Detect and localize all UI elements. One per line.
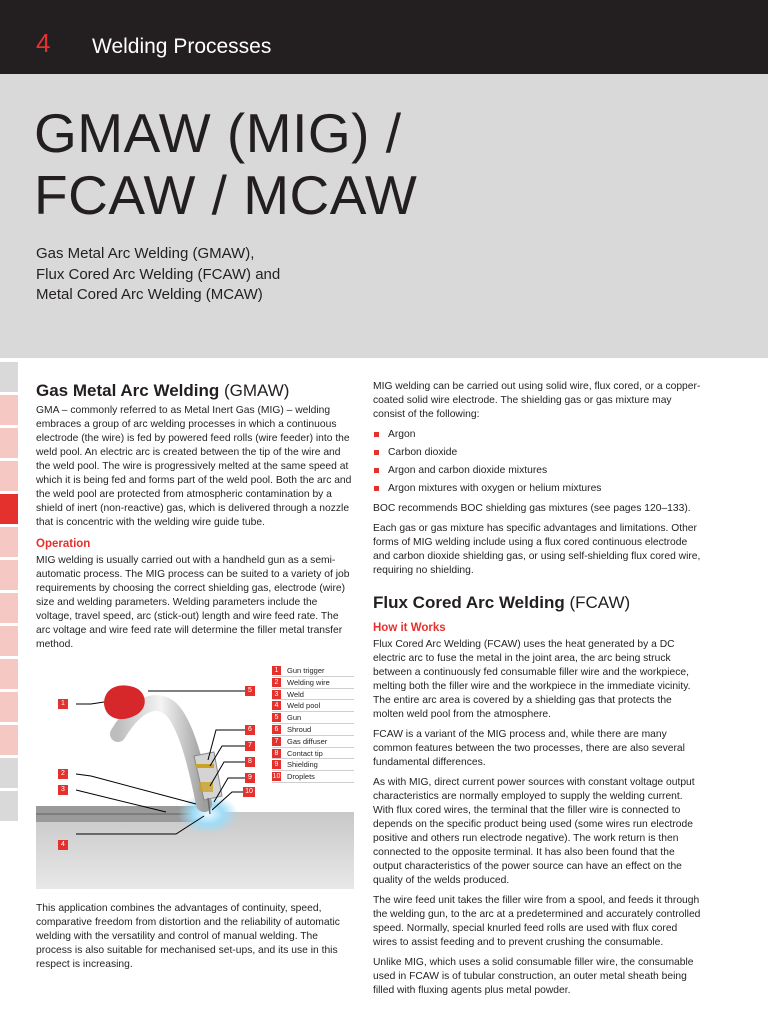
- fcaw-heading-abbr: (FCAW): [569, 593, 631, 612]
- gas-limitations-paragraph: Each gas or gas mixture has specific advantages and limitations. Other forms of MIG welding include using a flux cored continuous electrode and carbon dioxide shielding gas, or using self-shielding flux cored wire, requiring no shielding.: [373, 523, 701, 576]
- callout-5: 5: [245, 686, 255, 696]
- legend-number: 10: [272, 773, 281, 781]
- operation-paragraph: MIG welding is usually carried out with a handheld gun as a semi-automatic process. The MIG process can be suited to a variety of job requirements by choosing the correct shielding gas, electrode (wire) size and welding parameters. Welding parameters include the voltage, travel speed, arc (stick-out) length and wire feed rate. The arc voltage and wire feed rate will determine the filler metal transfer method.: [36, 555, 350, 650]
- application-paragraph: This application combines the advantages of continuity, speed, comparative freedom from distortion and the reliability of automatic welding with the versatility and control of manual welding. The process is also suitable for mechanised set-ups, and its use in this respect is increasing.: [36, 903, 340, 970]
- list-item-text: Argon: [388, 429, 416, 440]
- legend-number: 7: [272, 737, 281, 746]
- callout-3: 3: [58, 785, 68, 795]
- page-title-line: GMAW (MIG) /: [34, 102, 402, 164]
- shielding-gas-list: [373, 428, 703, 496]
- side-tab[interactable]: [0, 362, 18, 392]
- fcaw-paragraph-5: Unlike MIG, which uses a solid consumable filler wire, the consumable used in FCAW is of tubular construction, an outer metal sheath being filled with fluxing agents plus metal powder.: [373, 957, 694, 996]
- page-subtitle: [36, 244, 280, 306]
- left-column: [36, 380, 354, 978]
- side-tab[interactable]: [0, 725, 18, 755]
- side-tab[interactable]: [0, 395, 18, 425]
- fcaw-paragraph-1: Flux Cored Arc Welding (FCAW) uses the heat generated by a DC electric arc to fuse the metal in the joint area, the arc being struck between a continuously fed consumable filler wire and the workpiece, melting both the filler wire and the workpiece in the immediate vicinity. The entire arc area is covered by a shielding gas that protects the molten weld pool from the atmosphere.: [373, 639, 691, 720]
- legend-label: Droplets: [287, 772, 315, 782]
- legend-label: Gas diffuser: [287, 736, 328, 746]
- chapter-header-bar: [0, 0, 768, 74]
- callout-8: 8: [245, 757, 255, 767]
- list-item: [373, 428, 703, 442]
- gmaw-intro-paragraph: GMA – commonly referred to as Metal Inert Gas (MIG) – welding embraces a group of arc welding processes in which a continuous electrode (the wire) is fed by powered feed rolls (wire feeder) into the weld pool. An electric arc is created between the tip of the wire and the weld pool. The wire is progressively melted at the same speed at which it is being fed and forms part of the weld pool. Both the arc and the weld pool are protected from atmospheric contamination by a shield of inert (non-reactive) gas, which is delivered through a nozzle that is concentric with the welding wire guide tube.: [36, 405, 352, 528]
- list-item: [373, 464, 703, 478]
- fcaw-heading-text: Flux Cored Arc Welding: [373, 593, 565, 612]
- side-tab-current[interactable]: [0, 494, 18, 524]
- legend-item: [272, 748, 354, 760]
- callout-6: 6: [245, 725, 255, 735]
- list-item-text: Carbon dioxide: [388, 447, 458, 458]
- subtitle-line: Gas Metal Arc Welding (GMAW),: [36, 245, 255, 262]
- diagram-legend: [272, 665, 354, 783]
- list-item-text: Argon and carbon dioxide mixtures: [388, 465, 548, 476]
- legend-number: 2: [272, 678, 281, 687]
- legend-item: [272, 665, 354, 677]
- callout-9: 9: [245, 773, 255, 783]
- legend-number: 3: [272, 690, 281, 699]
- side-tab[interactable]: [0, 593, 18, 623]
- legend-number: 4: [272, 701, 281, 710]
- bullet-square-icon: [374, 432, 379, 437]
- fcaw-paragraph-3: As with MIG, direct current power sources with constant voltage output characteristics are normally employed to supply the welding current. With flux cored wires, the terminal that the filler wire is connected to depends on the specific product being used (some wires run electrode positive and others run electrode negative). The work return is then connected to the opposite terminal. It has also been found that the output characteristics of the power source can have an effect on the quality of the welds produced.: [373, 777, 695, 886]
- side-tab[interactable]: [0, 692, 18, 722]
- legend-item: [272, 736, 354, 748]
- how-it-works-heading: How it Works: [373, 622, 446, 634]
- list-item: [373, 482, 703, 496]
- right-column: [373, 380, 703, 1004]
- legend-label: Weld pool: [287, 701, 321, 711]
- bullet-square-icon: [374, 450, 379, 455]
- side-tab[interactable]: [0, 428, 18, 458]
- gmaw-heading-abbr: (GMAW): [224, 381, 290, 400]
- callout-7: 7: [245, 741, 255, 751]
- side-tab[interactable]: [0, 758, 18, 788]
- legend-item: [272, 677, 354, 689]
- gmaw-heading-text: Gas Metal Arc Welding: [36, 381, 220, 400]
- bullet-square-icon: [374, 468, 379, 473]
- operation-heading: Operation: [36, 538, 91, 550]
- title-banner: [0, 74, 768, 358]
- legend-label: Shroud: [287, 724, 312, 734]
- legend-item: [272, 724, 354, 736]
- fcaw-heading: [373, 592, 703, 614]
- legend-item: [272, 759, 354, 771]
- side-tab[interactable]: [0, 560, 18, 590]
- list-item-text: Argon mixtures with oxygen or helium mixtures: [388, 483, 602, 494]
- chapter-number: 4: [36, 28, 51, 58]
- callout-2: 2: [58, 769, 68, 779]
- gmaw-heading: [36, 380, 354, 402]
- side-tab[interactable]: [0, 791, 18, 821]
- legend-item: [272, 689, 354, 701]
- bullet-square-icon: [374, 486, 379, 491]
- callout-4: 4: [58, 840, 68, 850]
- legend-label: Shielding: [287, 760, 318, 770]
- legend-number: 9: [272, 760, 281, 769]
- legend-label: Weld: [287, 689, 304, 699]
- subtitle-line: Flux Cored Arc Welding (FCAW) and: [36, 265, 281, 283]
- wire-types-paragraph: MIG welding can be carried out using solid wire, flux cored, or a copper-coated solid wire electrode. The shielding gas or gas mixture may consist of the following:: [373, 381, 701, 420]
- legend-label: Welding wire: [287, 677, 330, 687]
- legend-label: Gun trigger: [287, 666, 325, 675]
- callout-10: 10: [243, 787, 255, 797]
- list-item: [373, 446, 703, 460]
- boc-recommendation-paragraph: BOC recommends BOC shielding gas mixtures (see pages 120–133).: [373, 503, 691, 514]
- page-title: [34, 102, 417, 226]
- side-tab[interactable]: [0, 461, 18, 491]
- callout-1: 1: [58, 699, 68, 709]
- legend-item: [272, 712, 354, 724]
- legend-number: 8: [272, 749, 281, 758]
- fcaw-paragraph-2: FCAW is a variant of the MIG process and, while there are many common features between the two processes, there are also several fundamental differences.: [373, 729, 685, 768]
- legend-number: 1: [272, 666, 281, 675]
- page-title-line: FCAW / MCAW: [34, 164, 418, 226]
- legend-item: [272, 771, 354, 783]
- side-tab[interactable]: [0, 527, 18, 557]
- side-tab[interactable]: [0, 659, 18, 689]
- legend-label: Contact tip: [287, 748, 323, 758]
- legend-item: [272, 700, 354, 712]
- chapter-title: Welding Processes: [92, 35, 272, 58]
- legend-number: 5: [272, 713, 281, 722]
- side-tab[interactable]: [0, 626, 18, 656]
- fcaw-paragraph-4: The wire feed unit takes the filler wire from a spool, and feeds it through the welding gun, to the arc at a predetermined and accurately controlled speed. Normally, special knurled feed rolls are used with flux cored wires to assist feeding and to prevent crushing the consumable.: [373, 895, 701, 948]
- subtitle-line: Metal Cored Arc Welding (MCAW): [36, 286, 263, 303]
- legend-label: Gun: [287, 713, 302, 723]
- chapter-side-tabs: [0, 362, 18, 824]
- mig-gun-diagram: [36, 664, 354, 892]
- legend-number: 6: [272, 725, 281, 734]
